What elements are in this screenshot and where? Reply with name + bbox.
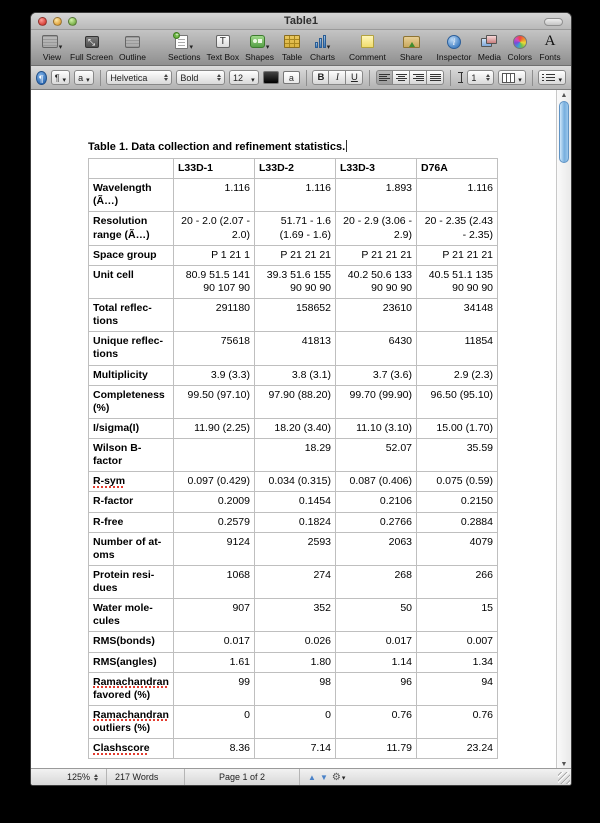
row-label[interactable]: Space group	[89, 245, 174, 265]
font-size-select[interactable]: 12 ▾	[229, 70, 259, 85]
table-cell[interactable]: 1.14	[336, 652, 417, 672]
table-cell[interactable]: 11.10 (3.10)	[336, 418, 417, 438]
table-cell[interactable]: 0.026	[255, 632, 336, 652]
next-page-button[interactable]: ▼	[319, 772, 328, 782]
table-row[interactable]	[89, 179, 498, 212]
table-cell[interactable]: 0.76	[417, 705, 498, 738]
media-icon	[481, 35, 498, 48]
fonts-button[interactable]: A Fonts	[539, 33, 561, 62]
shapes-icon	[250, 35, 265, 48]
table-cell[interactable]: 23610	[336, 299, 417, 332]
text-box-button[interactable]: T Text Box	[206, 36, 240, 62]
table-caption[interactable]: Table 1. Data collection and refinement statistics.	[88, 141, 346, 153]
table-row[interactable]	[89, 212, 498, 245]
table-cell[interactable]: 6430	[336, 332, 417, 365]
table-icon	[284, 35, 300, 48]
line-spacing-stepper[interactable]: 1	[467, 70, 494, 85]
row-label[interactable]: Wilson B-factor	[89, 439, 174, 472]
background-color-well[interactable]: a	[283, 71, 300, 84]
table-cell[interactable]: 39.3 51.6 155 90 90 90	[255, 265, 336, 298]
row-label[interactable]: Unique reflections	[89, 332, 174, 365]
table-row[interactable]	[89, 265, 498, 298]
table-row[interactable]	[89, 418, 498, 438]
format-bar	[31, 66, 571, 90]
table-cell[interactable]: 11854	[417, 332, 498, 365]
window-title: Table1	[283, 15, 319, 27]
full-screen-icon: ⤡	[85, 36, 99, 48]
line-spacing-icon	[457, 71, 464, 84]
table-cell[interactable]: 99	[174, 672, 255, 705]
zoom-control[interactable]	[59, 769, 107, 785]
table-cell[interactable]: 20 - 2.9 (3.06 - 2.9)	[336, 212, 417, 245]
table-cell[interactable]: 4079	[417, 532, 498, 565]
page[interactable]	[31, 90, 556, 770]
table-cell[interactable]: 75618	[174, 332, 255, 365]
comment-icon	[361, 35, 374, 48]
bold-button[interactable]: B	[312, 70, 329, 85]
shapes-button[interactable]: ▾ Shapes	[242, 32, 277, 62]
row-label[interactable]: Ramachandran outliers (%)	[89, 705, 174, 738]
table-cell[interactable]: 40.5 51.1 135 90 90 90	[417, 265, 498, 298]
align-justify-button[interactable]	[427, 70, 444, 85]
italic-button[interactable]: I	[329, 70, 346, 85]
outline-button[interactable]: Outline	[116, 32, 149, 62]
table-cell[interactable]: 11.79	[336, 739, 417, 759]
table-cell[interactable]: P 21 21 21	[255, 245, 336, 265]
row-label[interactable]: Water molecules	[89, 599, 174, 632]
table-cell[interactable]: 0.2579	[174, 512, 255, 532]
table-row[interactable]	[89, 439, 498, 472]
table-cell[interactable]: 0	[255, 705, 336, 738]
table-cell[interactable]: 907	[174, 599, 255, 632]
table-cell[interactable]: 3.9 (3.3)	[174, 365, 255, 385]
paragraph-style-dropdown[interactable]: ¶ ▾	[51, 70, 70, 85]
row-label[interactable]: Clashscore	[89, 739, 174, 759]
table-cell[interactable]: 52.07	[336, 439, 417, 472]
table-cell[interactable]: 7.14	[255, 739, 336, 759]
document-canvas[interactable]	[31, 90, 571, 770]
table-row[interactable]	[89, 512, 498, 532]
table-row[interactable]	[89, 565, 498, 598]
previous-page-button[interactable]: ▲	[308, 772, 316, 782]
row-label[interactable]: Wavelength (Ã…)	[89, 179, 174, 212]
page-navigation	[300, 769, 353, 785]
table-cell[interactable]: 1.893	[336, 179, 417, 212]
align-left-button[interactable]	[376, 70, 393, 85]
table-cell[interactable]: P 21 21 21	[336, 245, 417, 265]
text-box-icon: T	[216, 35, 230, 48]
table-cell[interactable]: 1.116	[174, 179, 255, 212]
row-label[interactable]: R-sym	[89, 472, 174, 492]
pages-window	[30, 12, 572, 786]
comment-button[interactable]: Comment	[346, 32, 389, 62]
table-cell[interactable]: 1.116	[417, 179, 498, 212]
table-cell[interactable]: 0.087 (0.406)	[336, 472, 417, 492]
table-cell[interactable]: 0.034 (0.315)	[255, 472, 336, 492]
column-header[interactable]	[89, 159, 174, 179]
row-label[interactable]: Resolution range (Ã…)	[89, 212, 174, 245]
table-button[interactable]: Table	[277, 32, 307, 62]
scrollbar-thumb[interactable]	[559, 101, 569, 163]
row-label[interactable]: I/sigma(I)	[89, 418, 174, 438]
table-row[interactable]	[89, 652, 498, 672]
table-cell[interactable]: 0.017	[336, 632, 417, 652]
align-center-button[interactable]	[393, 70, 410, 85]
table-cell[interactable]: 0.2106	[336, 492, 417, 512]
page-indicator[interactable]: Page 1 of 2	[185, 769, 300, 785]
font-style-select[interactable]: Bold	[176, 70, 225, 85]
table-cell[interactable]: 51.71 - 1.6 (1.69 - 1.6)	[255, 212, 336, 245]
table-cell[interactable]: 352	[255, 599, 336, 632]
scroll-up-arrow-icon[interactable]: ▲	[560, 92, 568, 99]
table-cell[interactable]: 98	[255, 672, 336, 705]
inspector-button[interactable]: i Inspector	[436, 36, 472, 62]
columns-dropdown[interactable]: ▾	[498, 70, 526, 85]
table-cell[interactable]: 1.34	[417, 652, 498, 672]
colors-button[interactable]: Colors	[504, 32, 535, 62]
row-label[interactable]: RMS(bonds)	[89, 632, 174, 652]
columns-icon	[502, 73, 515, 83]
charts-icon	[315, 35, 326, 48]
table-cell[interactable]: 96.50 (95.10)	[417, 385, 498, 418]
toolbar-toggle-button[interactable]	[544, 18, 563, 26]
column-header[interactable]: D76A	[417, 159, 498, 179]
share-icon	[403, 36, 420, 48]
text-cursor	[346, 140, 347, 152]
sections-button[interactable]: + ▾ Sections	[167, 32, 201, 62]
scroll-down-arrow-icon[interactable]: ▼	[560, 761, 568, 768]
table-cell[interactable]: 0.1824	[255, 512, 336, 532]
row-label[interactable]: Number of atoms	[89, 532, 174, 565]
table-cell[interactable]: 0	[174, 705, 255, 738]
table-cell[interactable]: 23.24	[417, 739, 498, 759]
table-cell[interactable]: 40.2 50.6 133 90 90 90	[336, 265, 417, 298]
table-cell[interactable]: 0.2150	[417, 492, 498, 512]
vertical-scrollbar[interactable]	[556, 90, 571, 770]
table-cell[interactable]: 96	[336, 672, 417, 705]
table-cell[interactable]: 18.29	[255, 439, 336, 472]
text-color-well[interactable]	[263, 71, 280, 84]
table-row[interactable]	[89, 632, 498, 652]
table-cell[interactable]: P 1 21 1	[174, 245, 255, 265]
align-justify-icon	[430, 73, 441, 82]
list-style-dropdown[interactable]: ▾	[538, 70, 566, 85]
table-cell[interactable]: 1.116	[255, 179, 336, 212]
chevron-down-icon: ▾	[189, 44, 193, 51]
table-row[interactable]	[89, 299, 498, 332]
table-row[interactable]	[89, 332, 498, 365]
table-cell[interactable]: 158652	[255, 299, 336, 332]
table-cell[interactable]	[174, 439, 255, 472]
row-label[interactable]: Protein residues	[89, 565, 174, 598]
table-cell[interactable]: 15	[417, 599, 498, 632]
font-family-select[interactable]: Helvetica	[106, 70, 172, 85]
table-cell[interactable]: 1.80	[255, 652, 336, 672]
chevron-down-icon: ▾	[326, 44, 331, 51]
table-cell[interactable]: 2063	[336, 532, 417, 565]
table-cell[interactable]: 0.2766	[336, 512, 417, 532]
charts-button[interactable]: ▾ Charts	[307, 32, 338, 62]
resize-grip[interactable]	[558, 772, 570, 784]
table-cell[interactable]: 266	[417, 565, 498, 598]
table-cell[interactable]: 3.7 (3.6)	[336, 365, 417, 385]
table-cell[interactable]: 268	[336, 565, 417, 598]
table-row[interactable]	[89, 365, 498, 385]
table-cell[interactable]: 2593	[255, 532, 336, 565]
chevron-down-icon: ▾	[58, 44, 63, 51]
table-header-row[interactable]	[89, 159, 498, 179]
row-label[interactable]: R-free	[89, 512, 174, 532]
table-cell[interactable]: 97.90 (88.20)	[255, 385, 336, 418]
table-cell[interactable]: 9124	[174, 532, 255, 565]
statistics-table[interactable]	[88, 158, 498, 759]
align-right-icon	[413, 73, 424, 82]
table-cell[interactable]: 18.20 (3.40)	[255, 418, 336, 438]
table-cell[interactable]: P 21 21 21	[417, 245, 498, 265]
table-cell[interactable]: 50	[336, 599, 417, 632]
table-cell[interactable]: 80.9 51.5 141 90 107 90	[174, 265, 255, 298]
word-count: 217 Words	[107, 769, 185, 785]
character-style-dropdown[interactable]: a ▾	[74, 70, 94, 85]
view-icon	[42, 35, 58, 48]
row-label[interactable]: Ramachandran favored (%)	[89, 672, 174, 705]
column-header[interactable]: L33D-1	[174, 159, 255, 179]
status-bar	[31, 768, 571, 785]
full-screen-button[interactable]: ⤡ Full Screen	[70, 36, 113, 62]
table-cell[interactable]: 99.50 (97.10)	[174, 385, 255, 418]
table-cell[interactable]: 0.2884	[417, 512, 498, 532]
table-row[interactable]	[89, 492, 498, 512]
row-label[interactable]: Unit cell	[89, 265, 174, 298]
underline-button[interactable]: U	[346, 70, 363, 85]
table-cell[interactable]: 34148	[417, 299, 498, 332]
align-center-icon	[396, 73, 407, 82]
table-row[interactable]	[89, 739, 498, 759]
table-cell[interactable]: 0.097 (0.429)	[174, 472, 255, 492]
column-header[interactable]: L33D-2	[255, 159, 336, 179]
table-cell[interactable]: 11.90 (2.25)	[174, 418, 255, 438]
zoom-level: 125%	[67, 772, 91, 782]
table-cell[interactable]: 35.59	[417, 439, 498, 472]
row-label[interactable]: RMS(angles)	[89, 652, 174, 672]
table-cell[interactable]: 291180	[174, 299, 255, 332]
outline-icon	[125, 36, 140, 48]
table-row[interactable]	[89, 245, 498, 265]
table-row[interactable]	[89, 472, 498, 492]
row-label[interactable]: R-factor	[89, 492, 174, 512]
paragraph-style-icon[interactable]: ¶	[36, 71, 47, 85]
table-row[interactable]	[89, 705, 498, 738]
table-cell[interactable]: 1068	[174, 565, 255, 598]
updown-arrows-icon	[164, 72, 168, 83]
table-cell[interactable]: 8.36	[174, 739, 255, 759]
table-cell[interactable]: 0.007	[417, 632, 498, 652]
fonts-icon: A	[544, 33, 556, 49]
view-button[interactable]: ▾ View	[37, 32, 67, 62]
table-cell[interactable]: 20 - 2.0 (2.07 - 2.0)	[174, 212, 255, 245]
table-cell[interactable]: 20 - 2.35 (2.43 - 2.35)	[417, 212, 498, 245]
column-header[interactable]: L33D-3	[336, 159, 417, 179]
table-cell[interactable]: 94	[417, 672, 498, 705]
align-left-icon	[379, 73, 390, 82]
table-cell[interactable]: 41813	[255, 332, 336, 365]
updown-arrows-icon	[217, 72, 221, 83]
updown-arrows-icon	[486, 72, 490, 83]
table-cell[interactable]: 0.2009	[174, 492, 255, 512]
colors-icon	[513, 35, 527, 49]
chevron-down-icon: ▾	[265, 44, 270, 51]
table-cell[interactable]: 3.8 (3.1)	[255, 365, 336, 385]
table-row[interactable]	[89, 385, 498, 418]
sections-icon: +	[175, 35, 188, 49]
row-label[interactable]: Total reflections	[89, 299, 174, 332]
table-cell[interactable]: 15.00 (1.70)	[417, 418, 498, 438]
share-button[interactable]: Share	[396, 32, 426, 62]
table-cell[interactable]: 1.61	[174, 652, 255, 672]
table-cell[interactable]: 99.70 (99.90)	[336, 385, 417, 418]
table-row[interactable]	[89, 672, 498, 705]
table-cell[interactable]: 2.9 (2.3)	[417, 365, 498, 385]
table-cell[interactable]: 0.017	[174, 632, 255, 652]
table-row[interactable]	[89, 599, 498, 632]
gear-icon[interactable]: ⚙▾	[331, 771, 346, 783]
main-toolbar	[31, 30, 571, 66]
list-icon	[542, 73, 555, 82]
table-cell[interactable]: 0.1454	[255, 492, 336, 512]
row-label[interactable]: Completeness (%)	[89, 385, 174, 418]
table-cell[interactable]: 0.76	[336, 705, 417, 738]
media-button[interactable]: Media	[474, 32, 504, 62]
row-label[interactable]: Multiplicity	[89, 365, 174, 385]
table-cell[interactable]: 274	[255, 565, 336, 598]
title-bar[interactable]	[31, 13, 571, 30]
align-right-button[interactable]	[410, 70, 427, 85]
table-cell[interactable]: 0.075 (0.59)	[417, 472, 498, 492]
table-row[interactable]	[89, 532, 498, 565]
zoom-stepper-icon[interactable]	[94, 772, 98, 783]
inspector-icon: i	[447, 35, 461, 49]
